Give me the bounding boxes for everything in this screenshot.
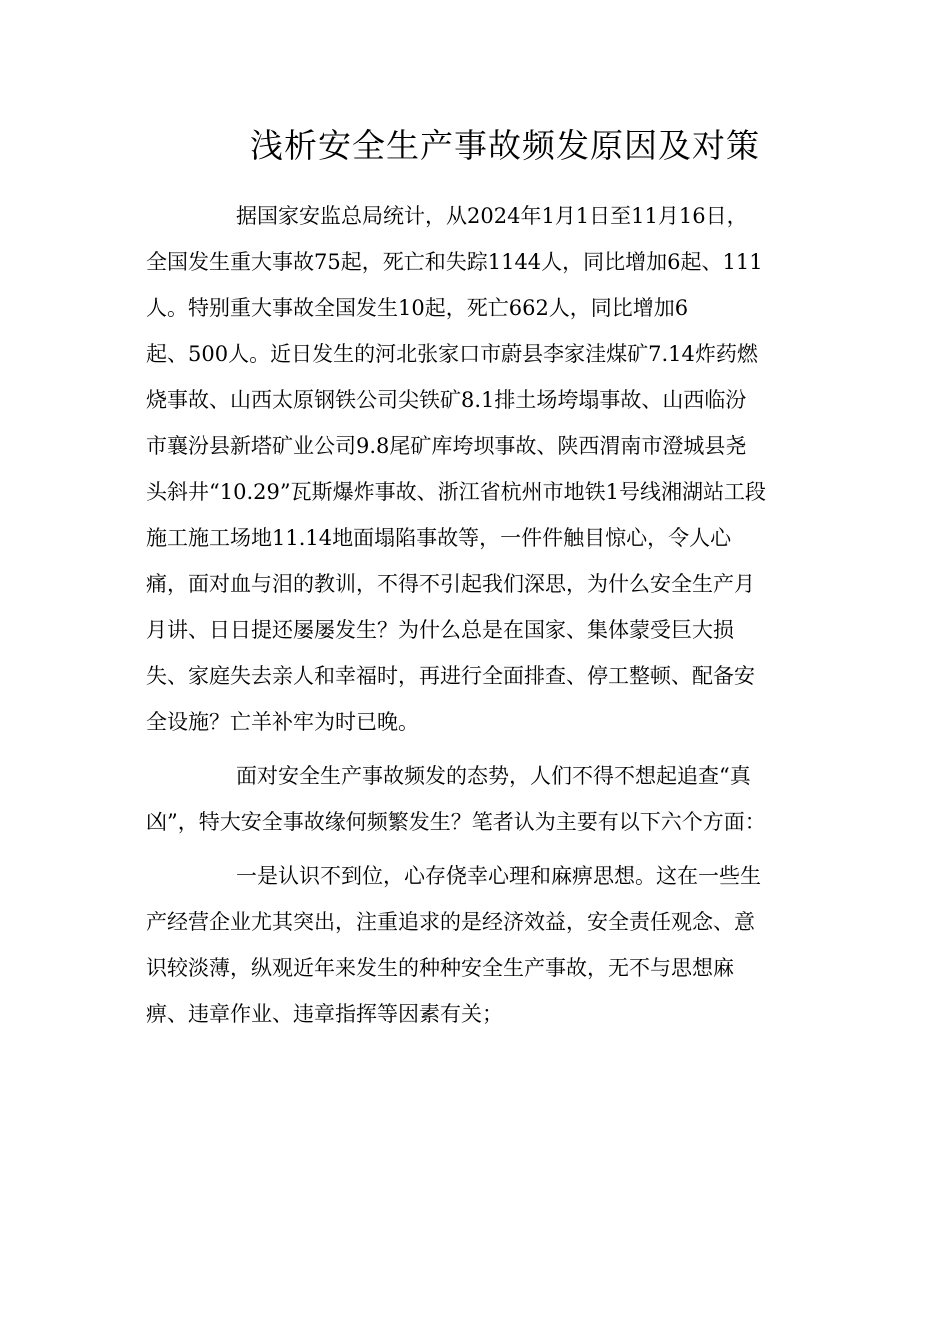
paragraph-line: 起、500人。近日发生的河北张家口市蔚县李家洼煤矿7.14炸药燃 [146,342,758,366]
paragraph-line: 施工施工场地11.14地面塌陷事故等，一件件触目惊心，令人心 [146,526,732,550]
paragraph-line: 痹、违章作业、违章指挥等因素有关； [146,1002,503,1026]
paragraph-line: 痛，面对血与泪的教训，不得不引起我们深思，为什么安全生产月 [146,572,755,596]
paragraph-line: 市襄汾县新塔矿业公司9.8尾矿库垮坝事故、陕西渭南市澄城县尧 [146,434,747,458]
paragraph-line: 全设施？亡羊补牢为时已晚。 [146,710,419,734]
paragraph-statistics [146,193,806,745]
paragraph-cause-one [146,853,806,1037]
paragraph-line: 全国发生重大事故75起，死亡和失踪1144人，同比增加6起、111 [146,250,763,274]
paragraph-line: 识较淡薄，纵观近年来发生的种种安全生产事故，无不与思想麻 [146,956,734,980]
paragraph-line: 据国家安监总局统计，从2024年1月1日至11月16日， [236,204,748,228]
paragraph-line: 一是认识不到位，心存侥幸心理和麻痹思想。这在一些生 [236,864,761,888]
paragraph-causes-intro [146,753,806,845]
document-title: 浅析安全生产事故频发原因及对策 [250,126,760,165]
document-body [146,193,806,1037]
paragraph-line: 失、家庭失去亲人和幸福时，再进行全面排查、停工整顿、配备安 [146,664,755,688]
paragraph-line: 头斜井“10.29”瓦斯爆炸事故、浙江省杭州市地铁1号线湘湖站工段 [146,480,766,504]
paragraph-line: 月讲、日日提还屡屡发生？为什么总是在国家、集体蒙受巨大损 [146,618,734,642]
paragraph-line: 凶”，特大安全事故缘何频繁发生？笔者认为主要有以下六个方面： [146,810,766,834]
paragraph-line: 烧事故、山西太原钢铁公司尖铁矿8.1排土场垮塌事故、山西临汾 [146,388,747,412]
paragraph-line: 人。特别重大事故全国发生10起，死亡662人，同比增加6 [146,296,689,320]
paragraph-line: 面对安全生产事故频发的态势，人们不得不想起追查“真 [236,764,751,788]
paragraph-line: 产经营企业尤其突出，注重追求的是经济效益，安全责任观念、意 [146,910,755,934]
